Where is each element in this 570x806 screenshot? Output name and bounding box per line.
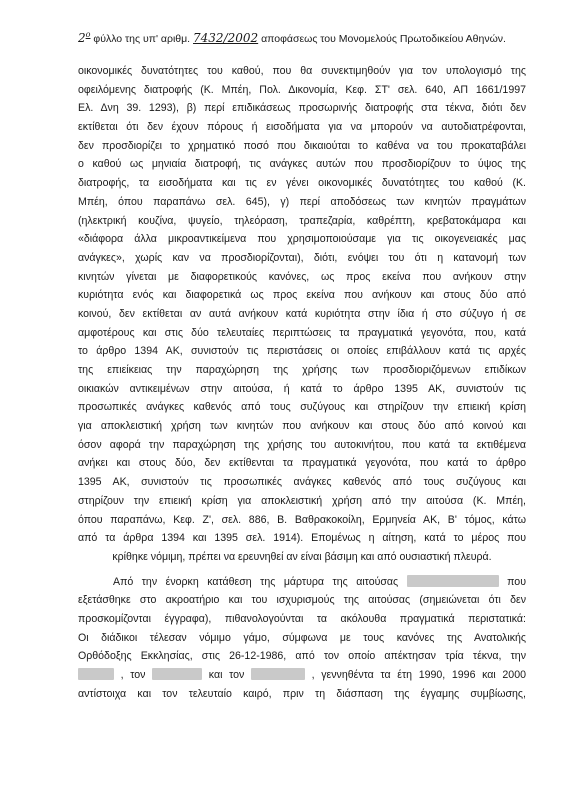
redacted-child-name-2 xyxy=(152,668,202,680)
text-line: Οι διάδικοι τέλεσαν νόμιμο γάμο, σύμφωνα με τους κανόνες της Ανατολικής xyxy=(78,631,526,644)
text-line: προσωπικές ανάγκες καθενός από τους συζύγους και στηρίζουν την επιεική κρίση xyxy=(78,401,526,414)
redacted-witness-name xyxy=(407,575,499,587)
text-line: αντίστοιχα και τον τελευταίο καιρό, πριν τη διάσπαση της έγγαμης συμβίωσης, xyxy=(78,687,526,700)
text-line: στηρίζουν την επιεική κρίση για αποκλειστική χρήση από την αιτούσα (Κ. Μπέη, xyxy=(78,494,526,507)
text-line: οικονομικές δυνατότητες του καθού, που θα συνεκτιμηθούν για τον υπολογισμό της xyxy=(78,65,526,77)
text-line: κινητών γίνεται με διαφορετικούς κανόνες, ως προς εκείνα που ανήκουν στην xyxy=(78,270,526,283)
decision-number: 7432/2002 xyxy=(193,31,259,45)
text-line: κοινού, δεν εκτίθεται αν αυτά ανήκουν κατά κυριότητα στην ίδια ή στο σύζυγο ή σε xyxy=(78,307,526,320)
header-court: αποφάσεως του Μονομελούς Πρωτοδικείου Αθηνών. xyxy=(261,33,506,45)
page-header xyxy=(78,30,550,45)
text-line: κυριότητα ενός και διαφορετικά ως προς εκείνα που ανήκουν και στους δύο από xyxy=(78,289,526,302)
text-line: αμφοτέρους και στις δύο τελευταίες περιπτώσεις τα πραγματικά γεγονότα, που, κατά xyxy=(78,326,526,339)
text-line: όσον αφορά την παραχώρηση της χρήσης του αυτοκινήτου, που κατά τα εκτιθέμενα xyxy=(78,438,526,451)
text-line: οικιακών αντικειμένων στην αιτούσα, ή κατά το άρθρο 1395 ΑΚ, συνιστούν τις xyxy=(78,382,526,395)
text-line: από τα άρθρα 1394 και 1395 σελ. 1914). Επομένως η αίτηση, κατά το μέρος που xyxy=(78,532,526,545)
text-line: «διάφορα άλλα μικροαντικείμενα που χρησιμοποιούσαμε για τις οικογενειακές μας xyxy=(78,233,526,246)
children-line: , τον και τον , γεννηθέντα τα έτη 1990, 1996 και 2000 xyxy=(78,666,526,685)
text-line: Ελ. Δνη 39. 1293), β) περί επιδικάσεως προσωρινής διατροφής στα τέκνα, διότι δεν xyxy=(78,102,526,115)
text-line: προσκομίζονται έγγραφα), πιθανολογούνται τα ακόλουθα πραγματικά περιστατικά: xyxy=(78,612,526,625)
text-line: της επιείκειας την παραχώρηση της χρήσης των προσδιοριζόμενων επιδίκων xyxy=(78,364,526,376)
text-line: ανήκει και στους δύο, δεν εκτίθενται τα πραγματικά γεγονότα, που κατά το άρθρο xyxy=(78,457,526,470)
text-line: για αποκλειστική χρήση των κινητών που ανήκουν και στους δύο από κοινού και xyxy=(78,420,526,433)
text-line: το άρθρο 1394 ΑΚ, συνιστούν τις περιστάσεις οι οποίες επιβάλλουν κατά τις αρχές xyxy=(78,345,526,358)
text-line: 1395 ΑΚ, συνιστούν τις προσωπικές ανάγκες καθενός από τους συζύγους και xyxy=(78,476,526,489)
text-line: κρίθηκε νόμιμη, πρέπει να ερευνηθεί αν είναι βάσιμη και από ουσιαστική πλευρά. xyxy=(112,550,492,563)
text-line: δεν προσδιορίζει το χρηματικό ποσό που δικαιούται το καθένα να του προκαταβάλει xyxy=(78,139,526,152)
text-line: (ηλεκτρική κουζίνα, ψυγείο, τηλεόραση, τραπεζαρία, καθρέπτη, κρεβατοκάμαρα και xyxy=(78,214,526,227)
text-line: Μπέη, όπου παραπάνω σελ. 645), γ) περί αποδόσεως των κινητών πραγμάτων xyxy=(78,195,526,208)
text-line: όπου παραπάνω, Κεφ. Ζ', σελ. 886, Β. Βαθρακοκοίλη, Ερμηνεία ΑΚ, Β' τόμος, κάτω xyxy=(78,513,526,526)
text-line: εξετάσθηκε στο ακροατήριο και του ισχυρισμούς της αιτούσας (σημειώνεται ότι δεν xyxy=(78,594,526,607)
text-line: οφειλόμενης διατροφής (Κ. Μπέη, Πολ. Δικονομία, Κεφ. ΣΤ' σελ. 640, ΑΠ 1661/1997 xyxy=(78,83,526,96)
sheet-number: $2^o$ xyxy=(78,30,91,45)
document-body xyxy=(78,62,526,703)
text-line: ο καθού ως μηνιαία διατροφή, τις ανάγκες αυτών που προσδιορίζουν το ύψος της xyxy=(78,158,526,171)
paragraph-start-line: Από την ένορκη κατάθεση της μάρτυρα της αιτούσας που xyxy=(113,575,526,588)
redacted-child-name-1 xyxy=(78,668,114,680)
text-line: διατροφής, τα εισοδήματα και τις εν γένει οικονομικές δυνατότητες του καθού (Κ. xyxy=(78,177,526,190)
text-line: Ορθόδοξης Εκκλησίας, στις 26-12-1986, από τον οποίο απέκτησαν τρία τέκνα, την xyxy=(78,650,526,663)
text-line: ανάγκες», χωρίς καν να προσδιορίζονται), διότι, ενόψει του ότι η κατανομή των xyxy=(78,251,526,264)
text-line: εκτίθεται ότι δεν έχουν πόρους ή εισοδήματα για να μπορούν να αυτοδιατρέφονται, xyxy=(78,121,526,134)
header-label: φύλλο της υπ' αριθμ. xyxy=(93,33,191,45)
redacted-child-name-3 xyxy=(251,668,305,680)
